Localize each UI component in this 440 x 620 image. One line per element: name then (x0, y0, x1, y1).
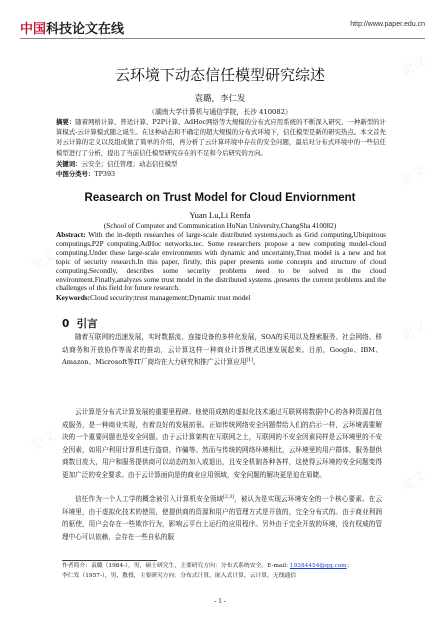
keywords-cn (56, 159, 386, 169)
logo-text-red: 中国 (20, 22, 47, 37)
footnote-divider (62, 560, 157, 561)
affiliation-cn: （湖南大学计算机与通信学院，长沙 410082） (148, 108, 292, 116)
watermark: 论文 (398, 53, 430, 80)
paragraph-text: 信任作为一个人工学的概念被引入计算机安全领域 (75, 495, 224, 503)
watermark: 论文 (398, 163, 430, 190)
email-link[interactable]: 19384454@qq.com (289, 563, 347, 569)
logo-text-dark: 科技论文在线 (46, 22, 125, 37)
authors-en: Yuan Lu,Li Renfa (189, 210, 251, 220)
citation[interactable]: [2,3] (223, 494, 234, 500)
page-header (20, 18, 425, 36)
affiliation-en: (School of Computer and Communication HuNan University,ChangSha 410082) (103, 222, 337, 230)
keywords-text-cn: 云安全；信任管理；动态信任模型 (81, 160, 178, 168)
keywords-text-en: Cloud security;trust management;Dynamic trust model (90, 293, 251, 302)
watermark: 论文 (398, 468, 430, 495)
paragraph-text: 云计算是分布式计算发展的重要里程碑。他使用成熟的虚拟化技术通过互联网将数据中心的各种资源打包成服务，是一种商业实现，有着良好的发展前景。正如传统网络安全问题带给人们的启示一样，云环境需要解决的一个重要问题也是安全问题。由于云计算架构在互联网之上，互联网的不安全因素同样是云环境里的不安全因素，如用户利用计算机进行盗窃，诈骗等。然而与传统的网络环境相比，云环境里的用户群体，服务提供商数目庞大，用户和服务提供商可以动态的加入或退出，且安全机制各种各样，这使得云环境的安全问题变得更加广泛的安全要求。由于云计算面向是的商业应用领域，安全问题的解决更是迫在眉睫。 (62, 408, 382, 479)
footnote-author-2: 李仁发（1957-），男，教授，主要研究方向：分布式计算，嵌入式计算，云计算，无线通信 (62, 573, 297, 579)
section-number: 0 (62, 318, 70, 330)
paper-title-en: Reasearch on Trust Model for Cloud Enviornment (84, 192, 356, 204)
site-logo (20, 18, 124, 37)
class-label: 中图分类号： (56, 170, 95, 178)
keywords-en (56, 293, 386, 302)
abstract-cn (56, 117, 386, 158)
watermark: 论文 (28, 428, 60, 455)
body-paragraph (62, 406, 382, 481)
abstract-label-cn: 摘要： (56, 118, 76, 126)
body-paragraph (62, 331, 382, 369)
section-heading (62, 316, 98, 331)
paragraph-text: 随着互联网的迅速发展，实时数据流、连接设备的多样化发展，SOA的采用以及搜索服务、社会网络、移动商务和开放协作等需求的推动，云计算这样一种商业计算模式迅速发展起来。目前，Google、IBM、Amazon、Microsoft等IT厂商均在大力研究和推广云计算应用 (62, 333, 382, 366)
classification-number (56, 169, 386, 179)
citation[interactable]: [1] (246, 357, 253, 363)
page-number: - 1 - (214, 597, 226, 605)
authors-cn: 袁璐，李仁发 (194, 94, 246, 104)
paper-title-cn: 云环境下动态信任模型研究综述 (114, 66, 325, 84)
keywords-label-cn: 关键词： (56, 160, 82, 168)
class-code: TP393 (94, 170, 116, 178)
paragraph-text: ，被认为是实现云环境安全的一个核心要素。在云环境里，由于虚拟化技术的使用，使提供商的资源和用户的管理方式是开放的，完全分布式的。由于商业利润的驱使，用户会存在一些欺诈行为，影响云平台上运行的应用程序。另外由于完全开放的环境，没有权威的管理中心可以依赖，会存在一些自私的服 (62, 495, 383, 541)
footnote-text: 作者简介：袁璐（1984-），男，硕士研究生，主要研究方向：分布式系统安全。E-mail: (62, 563, 290, 569)
header-divider (20, 38, 425, 39)
body-paragraph (62, 493, 382, 543)
abstract-text-en: With the in-depth researches of large-scale distributed systems,such as Grid computing,Ubiquitous computings,P2P computing,AdHoc networks.tec. Some researchers propose a new computing model-cloud computing.Under these large-scale environments with dynamic and uncertainty,Trust model is a new and hot topic of security research.In this paper, firstly, this paper presents some concepts and structure of cloud computing.Secondly, describes some security problems need to be solved in the cloud environment.Finally,analyzes some trust model in the distributed systems ,presents the current problems and the challenges of this field for future research. (56, 230, 386, 293)
footnote-author-1 (62, 562, 392, 572)
footnote-text: ； (346, 563, 353, 569)
keywords-label-en: Keywords: (56, 293, 91, 302)
abstract-en (56, 231, 386, 293)
abstract-label-en: Abstract: (56, 230, 86, 239)
watermark: 论文 (28, 248, 60, 275)
paragraph-text: 。 (252, 358, 260, 366)
section-title: 引言 (76, 318, 98, 330)
abstract-text-cn: 随着网格计算、普适计算、P2P计算、AdHoc网络等大规模的分布式应用系统的不断深入研究，一种新型的计算模式-云计算模式随之诞生。在这种动态和不确定的超大规模的分布式环境下，信任模型是新的研究热点。本文首先对云计算的定义以及组成做了简单的介绍，再分析了云计算环境中存在的安全问题，最后对分布式环境中的一些信任模型进行了分析，提出了当前信任模型研究存在的不足和今后研究的方向。 (56, 118, 386, 157)
site-url[interactable]: http://www.paper.edu.cn (350, 21, 425, 28)
watermark: 论文 (398, 318, 430, 345)
